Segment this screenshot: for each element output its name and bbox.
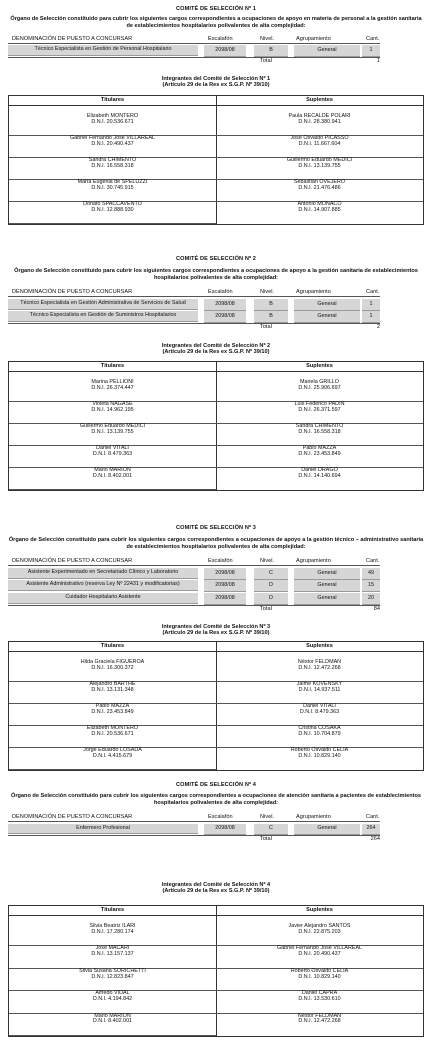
- suplente-member: [216, 991, 423, 1013]
- member-name: José MACARI: [95, 945, 130, 952]
- cell-agrupamiento: General: [294, 824, 360, 835]
- organo-text: Órgano de Selección constituido para cubrir los siguientes cargos correspondientes a ocupaciones de apoyo a la gestión sanitaria de establecimientos hospitalarios polivalentes de alta complejidad:: [14, 268, 418, 281]
- titular-member: [9, 424, 216, 446]
- table-row: [8, 45, 380, 56]
- member-dni: D.N.I. 12.823.847: [91, 973, 134, 980]
- titular-member: [9, 380, 216, 402]
- titular-member: [9, 468, 216, 490]
- column-header-denominacion: DENOMINACIÓN DE PUESTO A CONCURSAR: [12, 289, 133, 295]
- suplente-member: [216, 748, 423, 770]
- organo-text: Órgano de Selección constituido para cubrir los siguientes cargos correspondientes a ocupaciones de apoyo en materia de personal a la gestión sanitaria de establecimientos hospitalarios polivalentes de alta complejidad:: [10, 16, 422, 29]
- table-row: [8, 568, 380, 579]
- member-name: Silvia Beatriz ILARI: [89, 923, 136, 929]
- integrantes-title: Integrantes del Comité de Selección Nº 3: [161, 624, 271, 630]
- member-dni: D.N.I. 16.300.372: [91, 664, 134, 671]
- member-name: Mario MARION: [94, 1012, 131, 1019]
- integrantes-subtitle: (Artículo 29 de la Res ex S.G.P. Nº 39/10): [162, 630, 270, 636]
- member-dni: D.N.I. 8.479.363: [92, 450, 133, 457]
- member-name: José Osvaldo PICASSO: [290, 135, 349, 141]
- column-header-denominacion: DENOMINACIÓN DE PUESTO A CONCURSAR: [12, 36, 133, 42]
- cell-cant: 20: [362, 593, 380, 605]
- column-header-agrupamiento: Agrupamiento: [296, 289, 331, 295]
- member-dni: D.N.I. 14.962.195: [91, 406, 134, 413]
- header-rule: [8, 296, 380, 297]
- member-name: Roberto Osvaldo CELIA: [290, 967, 349, 974]
- member-name: Daniel DRAGO: [301, 467, 338, 473]
- titulares-header: Titulares: [100, 907, 125, 913]
- suplente-member: [216, 726, 423, 748]
- titular-member: [9, 180, 216, 202]
- suplente-member: [216, 660, 423, 682]
- table-row: [8, 593, 380, 604]
- column-header-cant: Cant.: [366, 289, 380, 295]
- member-name: Pablo MAZZA: [95, 703, 130, 709]
- cell-cant: 1: [362, 299, 380, 311]
- column-header-escalafon: Escalafón: [208, 558, 233, 564]
- member-dni: D.N.I. 17.280.174: [91, 928, 134, 935]
- suplentes-header: Suplentes: [306, 643, 333, 649]
- member-dni: D.N.I. 13.139.755: [298, 162, 341, 169]
- member-dni: D.N.I. 10.704.879: [298, 730, 341, 737]
- member-dni: D.N.I. 13.157.137: [91, 951, 134, 958]
- table-header: [0, 35, 432, 43]
- suplentes-header: Suplentes: [306, 907, 333, 913]
- suplente-member: [216, 202, 423, 224]
- titular-member: [9, 924, 216, 946]
- total-rule: [8, 323, 380, 324]
- column-header-cant: Cant.: [366, 36, 380, 42]
- member-name: Roberto Osvaldo CELIA: [290, 747, 349, 753]
- cell-puesto: Cuidador Hospitalario Asistente: [8, 593, 198, 604]
- committee-table: [8, 361, 424, 491]
- column-header-escalafon: Escalafón: [208, 289, 233, 295]
- cell-cant: 1: [362, 311, 380, 323]
- cell-agrupamiento: General: [294, 299, 360, 311]
- member-name: Elizabeth MONTERO: [86, 113, 139, 119]
- suplente-member: [216, 969, 423, 991]
- member-name: Daniel VITALI: [96, 445, 129, 451]
- member-name: Guillermo Eduardo MEDICI: [286, 157, 353, 163]
- titular-member: [9, 158, 216, 180]
- member-dni: D.N.I. 14.140.694: [298, 472, 341, 479]
- integrantes-subtitle: (Artículo 29 de la Res ex S.G.P. Nº 39/10): [162, 82, 270, 88]
- table-header: [0, 813, 432, 821]
- member-dni: D.N.I. 8.402.001: [92, 472, 133, 479]
- column-header-agrupamiento: Agrupamiento: [296, 814, 331, 820]
- table-row: [8, 311, 380, 322]
- cell-escalafon: 2098/08: [204, 824, 246, 835]
- suplente-member: [216, 704, 423, 726]
- member-name: Violeta NAGASE: [92, 401, 133, 407]
- member-name: Hilda Graciela FIGUEROA: [80, 659, 145, 665]
- column-header-nivel: Nivel.: [260, 289, 274, 295]
- cell-puesto: Técnico Especialista en Gestión de Suministros Hospitalarios: [8, 311, 198, 322]
- member-name: Cristina COSAKA: [298, 725, 341, 731]
- cell-puesto: Enfermero Profesional: [8, 824, 198, 834]
- titular-member: [9, 991, 216, 1013]
- member-dni: D.N.I. 10.829.140: [298, 973, 341, 980]
- member-dni: D.N.I. 22.875.203: [298, 928, 341, 935]
- suplente-member: [216, 924, 423, 946]
- column-header-nivel: Nivel.: [260, 814, 274, 820]
- suplente-member: [216, 136, 423, 158]
- suplente-member: [216, 946, 423, 968]
- titular-member: [9, 748, 216, 770]
- column-header-escalafon: Escalafón: [208, 814, 233, 820]
- member-dni: D.N.I. 13.139.755: [91, 428, 134, 435]
- cell-cant: 49: [362, 568, 380, 580]
- member-dni: D.N.I. 20.536.671: [91, 118, 134, 125]
- titular-member: [9, 136, 216, 158]
- cell-agrupamiento: General: [294, 311, 360, 323]
- table-row: [8, 580, 380, 591]
- cell-agrupamiento: General: [294, 593, 360, 605]
- organo-text: Órgano de Selección constituido para cubrir los siguientes cargos correspondientes a ocupaciones de apoyo a la gestión técnico – administrativo sanitaria de establecimientos hospitalarios polivalentes de alta complejidad:: [8, 537, 424, 550]
- member-dni: D.N.I. 26.374.447: [91, 384, 134, 391]
- member-name: Antonio MONACO: [297, 201, 342, 207]
- cell-cant: 15: [362, 580, 380, 592]
- table-header: [0, 288, 432, 296]
- header-rule: [8, 565, 380, 566]
- total-label: Total: [260, 606, 272, 612]
- column-header-nivel: Nivel.: [260, 558, 274, 564]
- section-title: COMITÉ DE SELECCIÓN Nº 3: [176, 525, 256, 531]
- titular-member: [9, 114, 216, 136]
- cell-escalafon: 2098/08: [204, 580, 246, 592]
- titular-member: [9, 704, 216, 726]
- table-row: [8, 299, 380, 310]
- suplente-member: [216, 114, 423, 136]
- cell-cant: 264: [362, 824, 380, 835]
- column-header-denominacion: DENOMINACIÓN DE PUESTO A CONCURSAR: [12, 814, 133, 820]
- committee-table: [8, 905, 424, 1037]
- integrantes-subtitle: (Artículo 29 de la Res ex S.G.P. Nº 39/10): [162, 888, 270, 894]
- member-name: María Eugenia de SPELUZZI: [77, 179, 148, 185]
- member-dni: D.N.I. 25.906.697: [298, 384, 341, 391]
- member-name: Elizabeth MONTERO: [86, 725, 139, 731]
- member-dni: D.N.I. 4.415.679: [92, 752, 133, 759]
- cell-puesto: Asistente Experimentado en Secretariado Clínico y Laboratorio: [8, 568, 198, 579]
- member-dni: D.N.I. 14.907.885: [298, 206, 341, 213]
- cell-nivel: D: [254, 593, 288, 605]
- table-row: [8, 824, 380, 834]
- titulares-header: Titulares: [100, 643, 125, 649]
- total-rule: [8, 605, 380, 606]
- member-dni: D.N.I. 23.453.849: [91, 708, 134, 715]
- total-rule: [8, 57, 380, 58]
- member-name: Marina PELLIONI: [91, 379, 134, 385]
- integrantes-title: Integrantes del Comité de Selección Nº 1: [161, 76, 271, 82]
- column-header-escalafon: Escalafón: [208, 36, 233, 42]
- cell-nivel: C: [254, 824, 288, 835]
- cell-cant: 1: [362, 45, 380, 57]
- cell-puesto: Asistente Administrativo (reserva Ley Nº 22431 y modificatorias): [8, 580, 198, 591]
- integrantes-title: Integrantes del Comité de Selección Nº 4: [161, 882, 271, 888]
- suplente-member: [216, 468, 423, 490]
- organo-text: Órgano de Selección constituido para cubrir los siguientes cargos correspondientes a ocupaciones de atención sanitaria a pacientes de establecimientos hospitalarios polivalentes de alta complejidad:: [10, 793, 422, 806]
- member-dni: D.N.I. 13.131.348: [91, 686, 134, 693]
- cell-agrupamiento: General: [294, 45, 360, 57]
- member-name: Jaime KOVENSKY: [296, 681, 343, 687]
- cell-agrupamiento: General: [294, 568, 360, 580]
- table-header: [0, 557, 432, 565]
- total-label: Total: [260, 836, 272, 842]
- member-name: Daniel CAPRA: [301, 990, 338, 997]
- member-dni: D.N.I. 10.829.140: [298, 752, 341, 759]
- column-header-agrupamiento: Agrupamiento: [296, 36, 331, 42]
- integrantes-subtitle: (Artículo 29 de la Res ex S.G.P. Nº 39/10): [162, 349, 270, 355]
- cell-puesto: Técnico Especialista en Gestión de Personal Hospitalario: [8, 45, 198, 56]
- total-value: 2: [376, 324, 380, 330]
- committee-table: [8, 95, 424, 225]
- member-dni: D.N.I. 28.380.941: [298, 118, 341, 125]
- cell-puesto: Técnico Especialista en Gestión Administrativa de Servicios de Salud: [8, 299, 198, 310]
- suplente-member: [216, 180, 423, 202]
- member-dni: D.N.I. 21.476.486: [298, 184, 341, 191]
- section-title: COMITÉ DE SELECCIÓN Nº 1: [176, 6, 256, 12]
- suplente-member: [216, 402, 423, 424]
- cell-escalafon: 2098/08: [204, 45, 246, 57]
- member-name: Néstor FELDMAN: [297, 1012, 342, 1019]
- suplentes-header: Suplentes: [306, 97, 333, 103]
- member-name: Gabriel Fernando José VILLAREAL: [69, 135, 156, 141]
- committee-table: [8, 641, 424, 771]
- member-name: Donato SPACCAVENTO: [83, 201, 142, 207]
- member-name: Pablo MAZZA: [302, 445, 337, 451]
- cell-nivel: B: [254, 45, 288, 57]
- member-dni: D.N.I. 23.453.849: [298, 450, 341, 457]
- member-dni: D.N.I. 12.472.268: [298, 1018, 341, 1025]
- suplente-member: [216, 424, 423, 446]
- suplente-member: [216, 158, 423, 180]
- column-header-nivel: Nivel.: [260, 36, 274, 42]
- member-name: Jorge Eduardo LOSADA: [83, 747, 142, 753]
- titulares-header: Titulares: [100, 97, 125, 103]
- cell-escalafon: 2098/08: [204, 299, 246, 311]
- member-name: Sandra CHIMENTO: [295, 423, 344, 429]
- titular-member: [9, 1014, 216, 1036]
- member-dni: D.N.I. 16.558.318: [91, 162, 134, 169]
- member-name: Daniel VITALI: [303, 703, 336, 709]
- suplente-member: [216, 1014, 423, 1036]
- suplente-member: [216, 682, 423, 704]
- column-header-cant: Cant.: [366, 814, 380, 820]
- member-name: Néstor FELDMAN: [297, 659, 342, 665]
- member-dni: D.N.I. 30.745.915: [91, 184, 134, 191]
- total-value: 264: [370, 836, 380, 842]
- suplente-member: [216, 446, 423, 468]
- suplente-member: [216, 380, 423, 402]
- member-dni: D.N.I. 14.937.511: [298, 686, 341, 693]
- member-name: Guillermo Eduardo MEDICI: [79, 423, 146, 429]
- member-name: Alejandro BARTHE: [89, 681, 136, 687]
- cell-agrupamiento: General: [294, 580, 360, 592]
- titular-member: [9, 946, 216, 968]
- titular-member: [9, 202, 216, 224]
- member-name: Luis Federico PADIN: [294, 401, 345, 407]
- member-dni: D.N.I. 16.558.318: [298, 428, 341, 435]
- cell-nivel: B: [254, 311, 288, 323]
- header-rule: [8, 43, 380, 44]
- member-name: Paula RECALDE POLARI: [288, 113, 351, 119]
- titular-member: [9, 660, 216, 682]
- column-header-denominacion: DENOMINACIÓN DE PUESTO A CONCURSAR: [12, 558, 133, 564]
- cell-escalafon: 2098/08: [204, 568, 246, 580]
- cell-escalafon: 2098/08: [204, 593, 246, 605]
- titulares-header: Titulares: [100, 363, 125, 369]
- member-dni: D.N.I. 13.530.610: [298, 995, 341, 1002]
- column-header-agrupamiento: Agrupamiento: [296, 558, 331, 564]
- cell-nivel: C: [254, 568, 288, 580]
- cell-escalafon: 2098/08: [204, 311, 246, 323]
- member-name: Gabriel Fernando José VILLAREAL: [276, 945, 363, 952]
- member-name: Sebastián OVEJERO: [293, 179, 346, 185]
- member-dni: D.N.I. 8.402.001: [92, 1018, 133, 1025]
- member-name: Javier Alejandro SANTOS: [288, 923, 351, 929]
- member-dni: D.N.I. 20.490.437: [91, 140, 134, 147]
- member-dni: D.N.I. 11.667.604: [298, 140, 341, 147]
- total-value: 1: [376, 58, 380, 64]
- member-name: Sandra CHIMENTO: [88, 157, 137, 163]
- member-dni: D.N.I. 8.479.363: [299, 708, 340, 715]
- titular-member: [9, 969, 216, 991]
- section-title: COMITÉ DE SELECCIÓN Nº 2: [176, 256, 256, 262]
- section-title: COMITÉ DE SELECCIÓN Nº 4: [176, 782, 256, 788]
- column-header-cant: Cant.: [366, 558, 380, 564]
- titular-member: [9, 402, 216, 424]
- header-rule: [8, 821, 380, 822]
- suplentes-header: Suplentes: [306, 363, 333, 369]
- integrantes-title: Integrantes del Comité de Selección Nº 2: [161, 343, 271, 349]
- cell-nivel: B: [254, 299, 288, 311]
- member-dni: D.N.I. 12.888.930: [91, 206, 134, 213]
- cell-nivel: D: [254, 580, 288, 592]
- titular-member: [9, 682, 216, 704]
- member-dni: D.N.I. 12.472.268: [298, 664, 341, 671]
- member-name: Alfredo VIDAL: [95, 990, 130, 997]
- member-dni: D.N.I. 26.371.597: [298, 406, 341, 413]
- total-rule: [8, 835, 380, 836]
- member-dni: D.N.I. 20.536.671: [91, 730, 134, 737]
- total-label: Total: [260, 324, 272, 330]
- member-name: Silvia Susana SORICHETTI: [79, 967, 146, 974]
- titular-member: [9, 726, 216, 748]
- member-name: Mario MARION: [94, 467, 131, 473]
- total-label: Total: [260, 58, 272, 64]
- member-dni: D.N.I. 4.194.842: [92, 995, 133, 1002]
- total-value: 84: [373, 606, 380, 612]
- titular-member: [9, 446, 216, 468]
- member-name: Mariela GRILLO: [300, 379, 339, 385]
- member-dni: D.N.I. 20.490.437: [298, 951, 341, 958]
